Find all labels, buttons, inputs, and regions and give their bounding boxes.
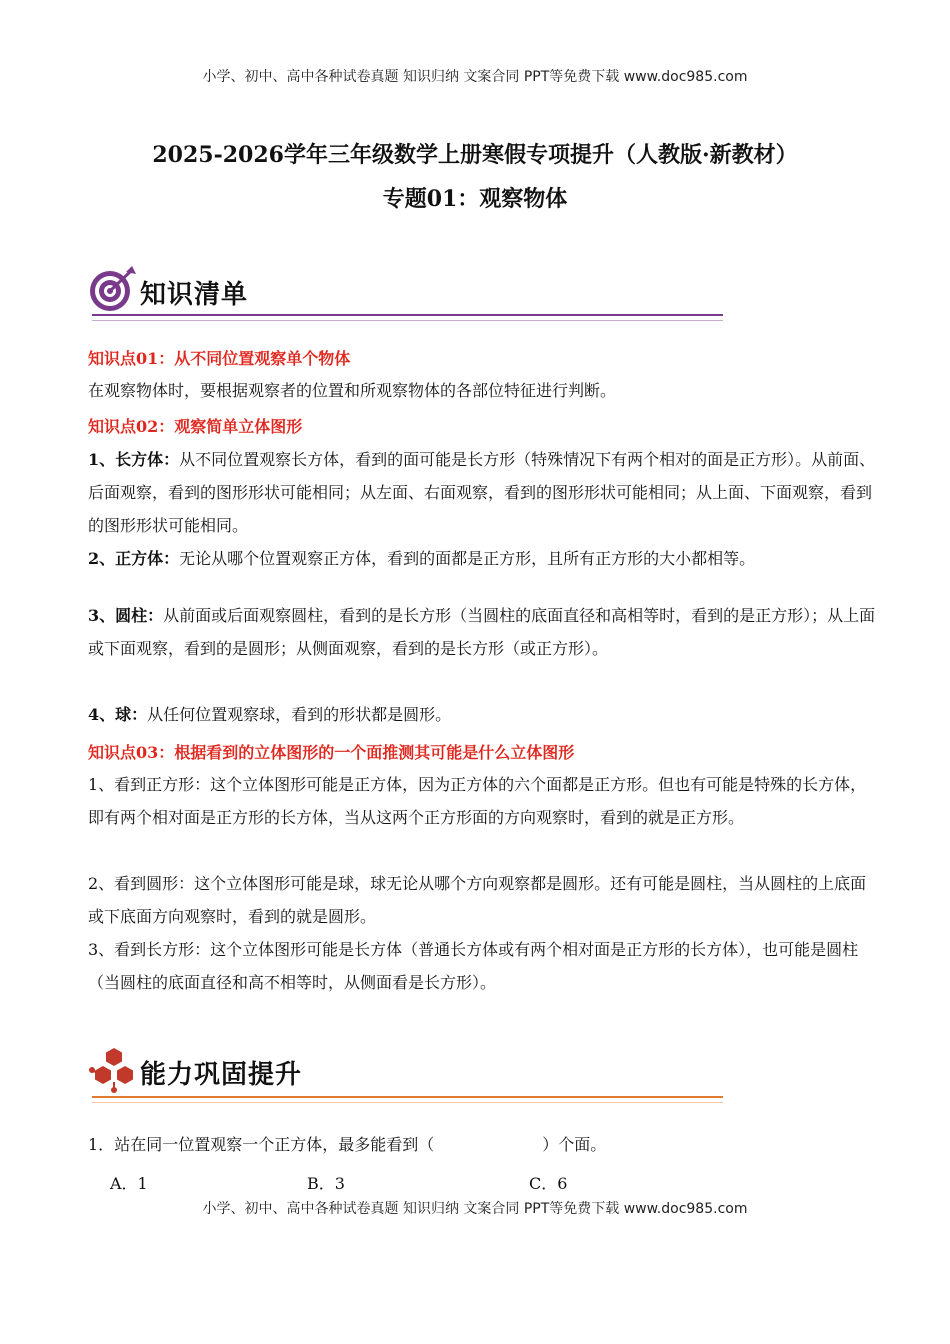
topic-title: 专题01：观察物体 bbox=[382, 186, 568, 212]
section-divider bbox=[92, 1096, 723, 1098]
kp3-item-circle: 2、看到圆形：这个立体图形可能是球，球无论从哪个方向观察都是圆形。还有可能是圆柱，当从圆柱的上底面或下底面方向观察时，看到的就是圆形。 bbox=[88, 874, 867, 926]
option-b[interactable]: B．3 bbox=[307, 1174, 345, 1193]
option-c[interactable]: C．6 bbox=[529, 1174, 568, 1193]
page-footer: 小学、初中、高中各种试卷真题 知识归纳 文案合同 PPT等免费下载 www.doc985.com bbox=[202, 1201, 748, 1217]
question-number: 1． bbox=[88, 1135, 115, 1154]
item-term: 2、正方体： bbox=[88, 549, 180, 568]
target-icon bbox=[88, 264, 138, 314]
item-text: 无论从哪个位置观察正方体，看到的面都是正方形，且所有正方形的大小都相等。 bbox=[179, 549, 756, 568]
question-stem-end: ）个面。 bbox=[542, 1135, 607, 1154]
hexagon-icon bbox=[88, 1044, 140, 1096]
kp3-item-square: 1、看到正方形：这个立体图形可能是正方体，因为正方体的六个面都是正方形。但也有可能是特殊的长方体，即有两个相对面是正方形的长方体，当从这两个正方形面的方向观察时，看到的就是正方形。 bbox=[88, 775, 867, 827]
kp2-heading: 知识点02：观察简单立体图形 bbox=[88, 417, 303, 436]
section-divider-light bbox=[92, 1102, 723, 1103]
kp3-heading: 知识点03：根据看到的立体图形的一个面推测其可能是什么立体图形 bbox=[88, 743, 575, 762]
kp2-item-sphere bbox=[88, 698, 878, 731]
document-title: 2025-2026学年三年级数学上册寒假专项提升（人教版·新教材） bbox=[152, 142, 798, 168]
item-text: 从前面或后面观察圆柱，看到的是长方形（当圆柱的底面直径和高相等时，看到的是正方形）；从上面或下面观察，看到的是圆形；从侧面观察，看到的是长方形（或正方形）。 bbox=[88, 606, 876, 658]
item-term: 1、长方体： bbox=[88, 450, 180, 469]
item-term: 3、圆柱： bbox=[88, 606, 164, 625]
option-a[interactable]: A．1 bbox=[110, 1174, 148, 1193]
item-text: 从不同位置观察长方体，看到的面可能是长方形（特殊情况下有两个相对的面是正方形）。从前面、后面观察，看到的图形形状可能相同；从左面、右面观察，看到的图形形状可能相同；从上面、下面观察，看到的图形形状可能相同。 bbox=[88, 450, 876, 535]
section-divider-light bbox=[92, 320, 723, 321]
item-text: 从任何位置观察球，看到的形状都是圆形。 bbox=[147, 705, 452, 724]
question-1 bbox=[88, 1128, 878, 1161]
kp1-heading: 知识点01：从不同位置观察单个物体 bbox=[88, 349, 351, 368]
kp1-text: 在观察物体时，要根据观察者的位置和所观察物体的各部位特征进行判断。 bbox=[88, 381, 617, 400]
question-stem: 站在同一位置观察一个正方体，最多能看到（ bbox=[114, 1135, 435, 1154]
section-title: 知识清单 bbox=[140, 280, 249, 310]
kp2-item-cylinder bbox=[88, 599, 878, 665]
item-term: 4、球： bbox=[88, 705, 148, 724]
kp2-item-cuboid bbox=[88, 443, 878, 542]
kp2-item-cube bbox=[88, 542, 888, 575]
section-divider bbox=[92, 314, 723, 316]
page-header: 小学、初中、高中各种试卷真题 知识归纳 文案合同 PPT等免费下载 www.doc985.com bbox=[202, 69, 748, 85]
section-knowledge-list bbox=[88, 262, 723, 322]
section-title: 能力巩固提升 bbox=[140, 1060, 303, 1090]
section-ability-practice bbox=[88, 1042, 723, 1102]
kp3-item-rectangle: 3、看到长方形：这个立体图形可能是长方体（普通长方体或有两个相对面是正方形的长方体），也可能是圆柱（当圆柱的底面直径和高不相等时，从侧面看是长方形）。 bbox=[88, 940, 859, 992]
